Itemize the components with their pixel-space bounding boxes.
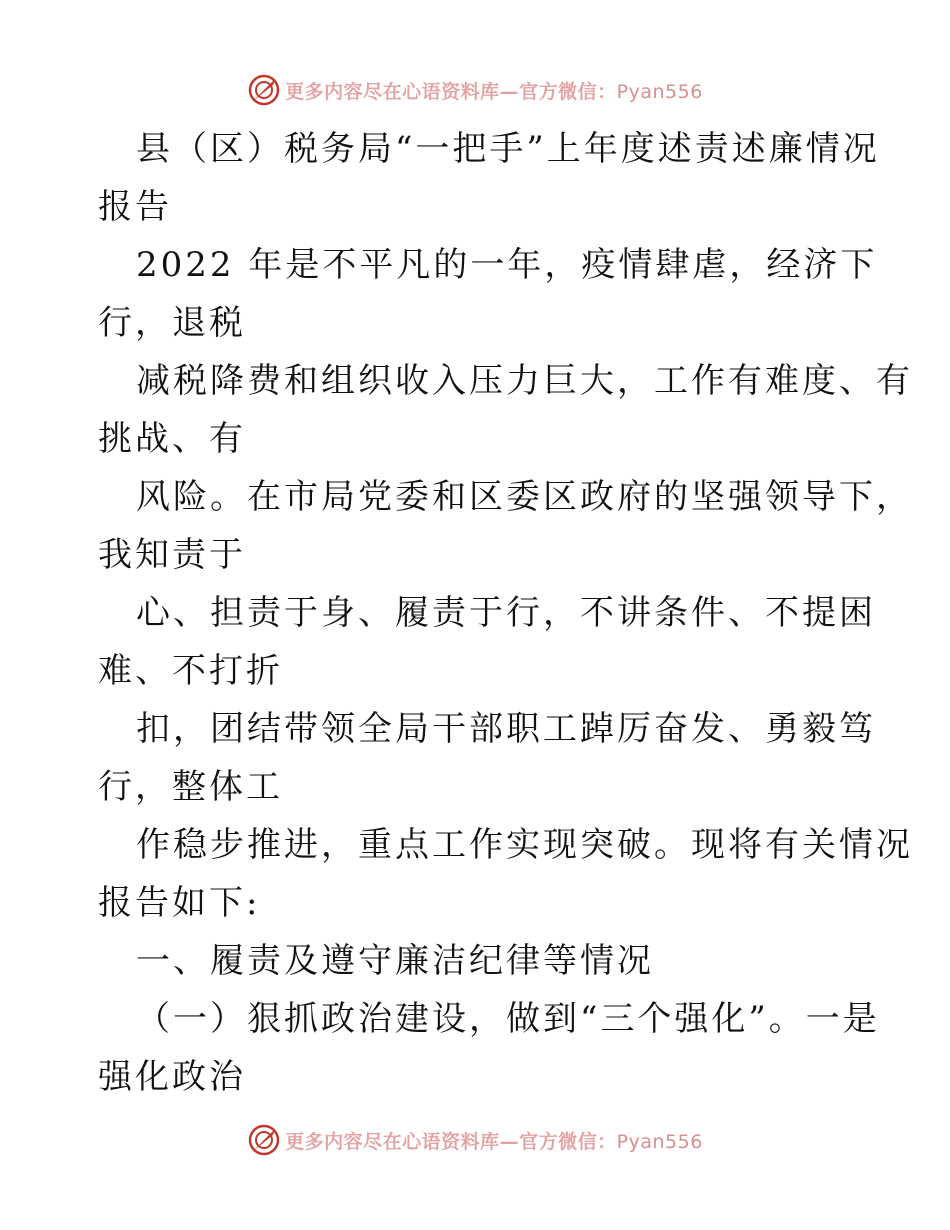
doc-line: 报告 [98, 187, 172, 227]
doc-line: 难、不打折 [98, 651, 283, 691]
watermark-header [0, 72, 950, 108]
doc-line: 我知责于 [98, 535, 246, 575]
doc-line: 风险。在市局党委和区委区政府的坚强领导下， [136, 477, 913, 517]
doc-line: 2022 年是不平凡的一年，疫情肆虐，经济下 [136, 245, 878, 285]
watermark-footer [0, 1122, 950, 1158]
doc-line: 强化政治 [98, 1057, 246, 1097]
doc-line: 心、担责于身、履责于行，不讲条件、不提困 [136, 593, 876, 633]
watermark-label: 更多内容尽在心语资料库—官方微信： [285, 80, 617, 103]
doc-line: 作稳步推进，重点工作实现突破。现将有关情况 [136, 825, 913, 865]
watermark-text [285, 1127, 703, 1154]
document-body [98, 120, 913, 1106]
watermark-wechat-id: Pyan556 [616, 1130, 703, 1153]
pen-logo-icon [247, 73, 281, 107]
watermark-wechat-id: Pyan556 [616, 80, 703, 103]
doc-line: 县（区）税务局“一把手”上年度述责述廉情况 [136, 129, 880, 169]
doc-line: 挑战、有 [98, 419, 246, 459]
doc-line: 扣，团结带领全局干部职工踔厉奋发、勇毅笃 [136, 709, 876, 749]
section-heading: 一、履责及遵守廉洁纪律等情况 [136, 941, 654, 981]
pen-logo-icon [247, 1123, 281, 1157]
doc-line: 行，退税 [98, 303, 246, 343]
watermark-label: 更多内容尽在心语资料库—官方微信： [285, 1130, 617, 1153]
doc-line: 报告如下: [98, 883, 261, 923]
doc-line: （一）狠抓政治建设，做到“三个强化”。一是 [136, 999, 880, 1039]
watermark-text [285, 77, 703, 104]
doc-line: 行，整体工 [98, 767, 283, 807]
doc-line: 减税降费和组织收入压力巨大，工作有难度、有 [136, 361, 913, 401]
